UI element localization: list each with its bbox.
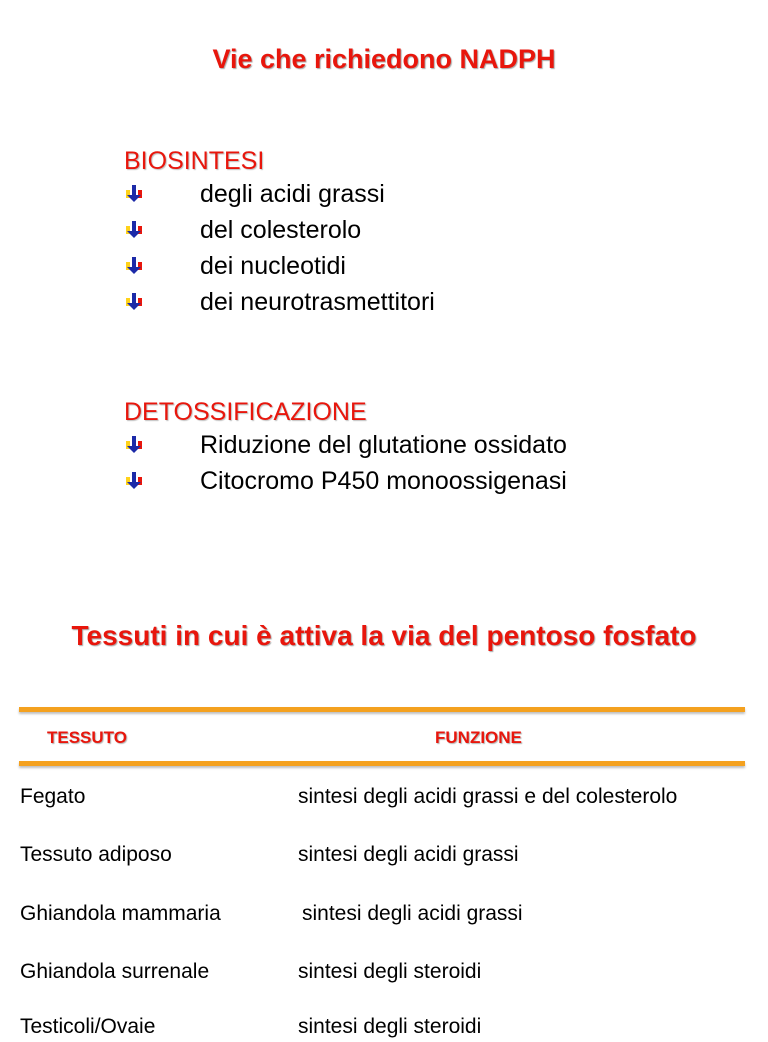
list-item	[124, 248, 346, 284]
table-row	[0, 1012, 768, 1042]
biosintesi-section	[124, 146, 435, 320]
cell-funzione: sintesi degli acidi grassi	[298, 843, 519, 866]
cell-tessuto: Ghiandola surrenale	[20, 960, 210, 983]
table-row	[0, 899, 768, 929]
detossificazione-section	[124, 397, 567, 499]
down-arrow-icon	[124, 292, 144, 312]
tissues-title: Tessuti in cui è attiva la via del pentoso fosfato	[71, 620, 697, 651]
down-arrow-icon	[124, 471, 144, 491]
cell-funzione: sintesi degli acidi grassi e del colesterolo	[298, 785, 678, 808]
list-item	[124, 212, 362, 248]
list-item	[124, 284, 435, 320]
biosintesi-heading: BIOSINTESI	[124, 147, 265, 175]
cell-funzione: sintesi degli steroidi	[298, 1015, 482, 1038]
cell-tessuto: Testicoli/Ovaie	[20, 1015, 156, 1038]
detossificazione-list	[124, 427, 567, 499]
list-item	[124, 463, 567, 499]
table-row	[0, 840, 768, 870]
down-arrow-icon	[124, 184, 144, 204]
cell-tessuto: Ghiandola mammaria	[20, 902, 221, 925]
biosintesi-item-label: dei neurotrasmettitori	[200, 288, 435, 316]
biosintesi-item-label: del colesterolo	[200, 216, 362, 244]
page-title: Vie che richiedono NADPH	[212, 44, 556, 74]
cell-funzione: sintesi degli steroidi	[298, 960, 482, 983]
list-item	[124, 176, 385, 212]
table-top-rule	[19, 707, 745, 712]
biosintesi-item-label: degli acidi grassi	[200, 180, 385, 208]
detossificazione-item-label: Citocromo P450 monoossigenasi	[200, 467, 567, 495]
list-item	[124, 427, 567, 463]
table-header-rule	[19, 761, 745, 766]
down-arrow-icon	[124, 220, 144, 240]
biosintesi-list	[124, 176, 435, 320]
cell-tessuto: Tessuto adiposo	[20, 843, 172, 866]
down-arrow-icon	[124, 435, 144, 455]
down-arrow-icon	[124, 256, 144, 276]
table-row	[0, 957, 768, 987]
column-header-tessuto: TESSUTO	[47, 728, 127, 747]
biosintesi-item-label: dei nucleotidi	[200, 252, 346, 280]
cell-tessuto: Fegato	[20, 785, 86, 808]
table-row	[0, 782, 768, 812]
detossificazione-item-label: Riduzione del glutatione ossidato	[200, 431, 567, 459]
detossificazione-heading: DETOSSIFICAZIONE	[124, 398, 367, 426]
cell-funzione: sintesi degli acidi grassi	[302, 902, 523, 925]
column-header-funzione: FUNZIONE	[435, 728, 522, 747]
